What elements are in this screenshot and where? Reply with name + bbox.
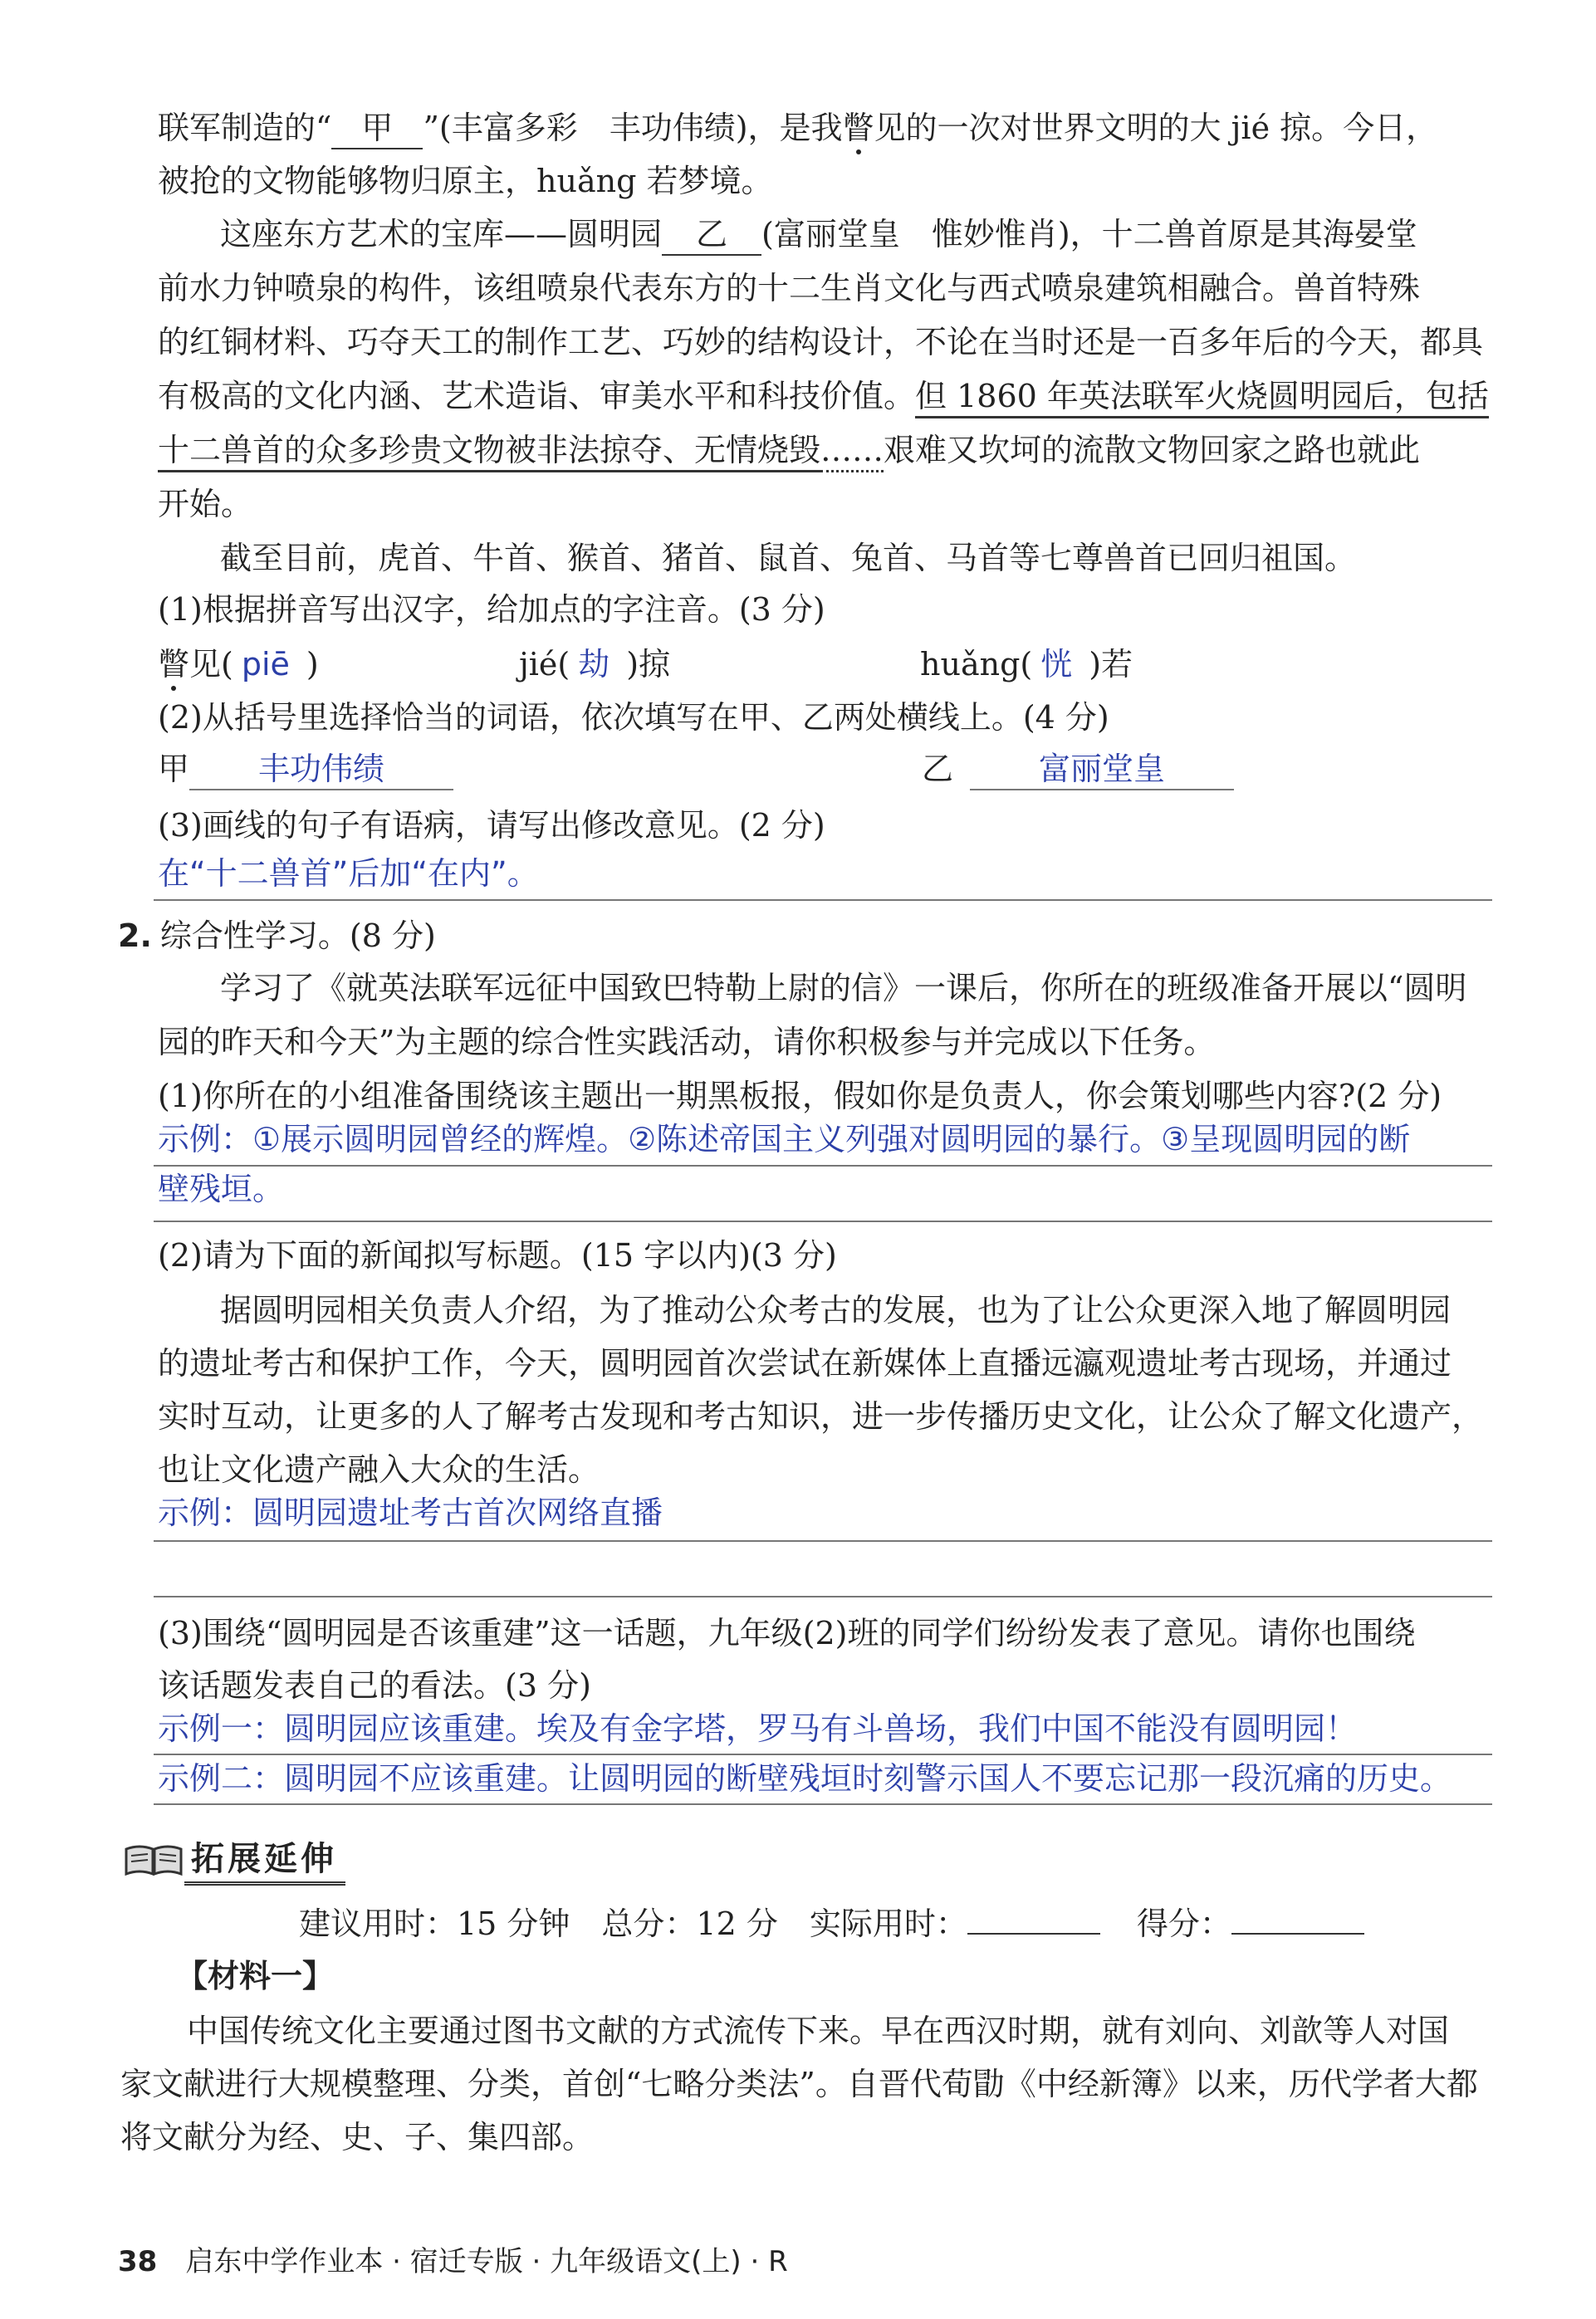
answer-pie: piē: [241, 646, 290, 682]
blank-jia: 甲: [331, 110, 423, 149]
answer-jia: 甲 丰功伟绩: [158, 751, 453, 790]
news-line: 实时互动，让更多的人了解考古发现和考古知识，进一步传播历史文化，让公众了解文化遗产，: [158, 1398, 1484, 1435]
answer-line: [154, 1596, 1492, 1597]
material-line: 中国传统文化主要通过图书文献的方式流传下来。早在西汉时期，就有刘向、刘歆等人对国: [187, 2013, 1450, 2049]
passage-line: 联军制造的“ 甲 ”(丰富多彩 丰功伟绩)，是我瞥见的一次对世界文明的大 jié 掠。今日，: [158, 110, 1437, 149]
question-1-1: (1)根据拼音写出汉字，给加点的字注音。(3 分): [158, 591, 825, 628]
news-line: 的遗址考古和保护工作，今天，圆明园首次尝试在新媒体上直播远瀛观遗址考古现场，并通过: [158, 1345, 1452, 1382]
book-title: 启东中学作业本 · 宿迁专版 · 九年级语文(上) · R: [185, 2245, 788, 2278]
passage-line: 前水力钟喷泉的构件，该组喷泉代表东方的十二生肖文化与西式喷泉建筑相融合。兽首特殊: [158, 270, 1421, 306]
question-2-3: (3)围绕“圆明园是否该重建”这一话题，九年级(2)班的同学们纷纷发表了意见。请你也围绕: [158, 1615, 1416, 1651]
section-header: [123, 1837, 345, 1881]
underlined-sentence: 十二兽首的众多珍贵文物被非法掠夺、无情烧毁: [158, 432, 820, 472]
intro-line: 园的昨天和今天”为主题的综合性实践活动，请你积极参与并完成以下任务。: [158, 1024, 1216, 1060]
answer-yi: 乙 富丽堂皇: [922, 751, 1234, 790]
answer-huang: huǎng( 恍 )若: [920, 646, 1133, 682]
answer-line: [154, 1754, 1492, 1755]
answer-2-2: 示例：圆明园遗址考古首次网络直播: [158, 1495, 663, 1531]
material-label: 【材料一】: [176, 1958, 335, 1994]
passage-line: 开始。: [158, 486, 253, 522]
question-1-2: (2)从括号里选择恰当的词语，依次填写在甲、乙两处横线上。(4 分): [158, 699, 1109, 736]
question-2-3: 该话题发表自己的看法。(3 分): [158, 1667, 591, 1704]
answer-jie: jié( 劫 )掠: [519, 646, 671, 682]
score-field[interactable]: [1231, 1933, 1364, 1935]
dotted-char: 瞥: [842, 110, 874, 146]
answer-line: [154, 899, 1492, 901]
passage-line: 被抢的文物能够物归原主，huǎng 若梦境。: [158, 163, 773, 199]
answer-2-3: 示例二：圆明园不应该重建。让圆明园的断壁残垣时刻警示国人不要忘记那一段沉痛的历史。: [158, 1760, 1452, 1797]
material-line: 将文献分为经、史、子、集四部。: [120, 2119, 595, 2155]
material-line: 家文献进行大规模整理、分类，首创“七略分类法”。自晋代荀勖《中经新簿》以来，历代学者大都: [120, 2066, 1478, 2102]
question-1-3: (3)画线的句子有语病，请写出修改意见。(2 分): [158, 807, 825, 844]
question-2-1: (1)你所在的小组准备围绕该主题出一期黑板报，假如你是负责人，你会策划哪些内容?(2 分): [158, 1078, 1442, 1114]
answer-line: [154, 1803, 1492, 1805]
page-number: 38: [118, 2245, 158, 2278]
passage-line: 这座东方艺术的宝库——圆明园 乙 (富丽堂皇 惟妙惟肖)，十二兽首原是其海晏堂: [220, 216, 1417, 256]
news-line: 据圆明园相关负责人介绍，为了推动公众考古的发展，也为了让公众更深入地了解圆明园: [220, 1292, 1452, 1328]
blank-yi: 乙: [662, 216, 761, 256]
intro-line: 学习了《就英法联军远征中国致巴特勒上尉的信》一课后，你所在的班级准备开展以“圆明: [220, 970, 1467, 1006]
passage-line: 截至目前，虎首、牛首、猴首、猪首、鼠首、兔首、马首等七尊兽首已回归祖国。: [220, 540, 1357, 576]
section-title: 拓展延伸: [184, 1832, 345, 1886]
passage-line: 有极高的文化内涵、艺术造诣、审美水平和科技价值。但 1860 年英法联军火烧圆明园后，包括: [158, 378, 1489, 416]
answer-line: [154, 1540, 1492, 1542]
answer-row-pinyin: 瞥见( piē ): [158, 646, 319, 682]
answer-2-3: 示例一：圆明园应该重建。埃及有金字塔，罗马有斗兽场，我们中国不能没有圆明园！: [158, 1710, 1358, 1747]
answer-2-1: 示例：①展示圆明园曾经的辉煌。②陈述帝国主义列强对圆明园的暴行。③呈现圆明园的断: [158, 1121, 1411, 1157]
news-line: 也让文化遗产融入大众的生活。: [158, 1451, 600, 1488]
underlined-sentence: 但 1860 年英法联军火烧圆明园后，包括: [915, 378, 1489, 418]
question-2-title: 2. 综合性学习。(8 分): [118, 917, 436, 954]
answer-2-1: 壁残垣。: [158, 1171, 285, 1207]
answer-1-3: 在“十二兽首”后加“在内”。: [158, 855, 539, 892]
book-icon: [123, 1841, 184, 1877]
answer-line: [154, 1165, 1492, 1167]
question-2-2: (2)请为下面的新闻拟写标题。(15 字以内)(3 分): [158, 1237, 837, 1274]
passage-line: 十二兽首的众多珍贵文物被非法掠夺、无情烧毁……艰难又坎坷的流散文物回家之路也就此: [158, 432, 1420, 470]
passage-line: 的红铜材料、巧夺天工的制作工艺、巧妙的结构设计，不论在当时还是一百多年后的今天，都具: [158, 324, 1484, 360]
time-meta: 建议用时：15 分钟 总分：12 分 实际用时： 得分：: [299, 1906, 1364, 1944]
answer-line: [154, 1221, 1492, 1222]
page-footer: [118, 2238, 788, 2279]
actual-time-field[interactable]: [967, 1933, 1100, 1935]
